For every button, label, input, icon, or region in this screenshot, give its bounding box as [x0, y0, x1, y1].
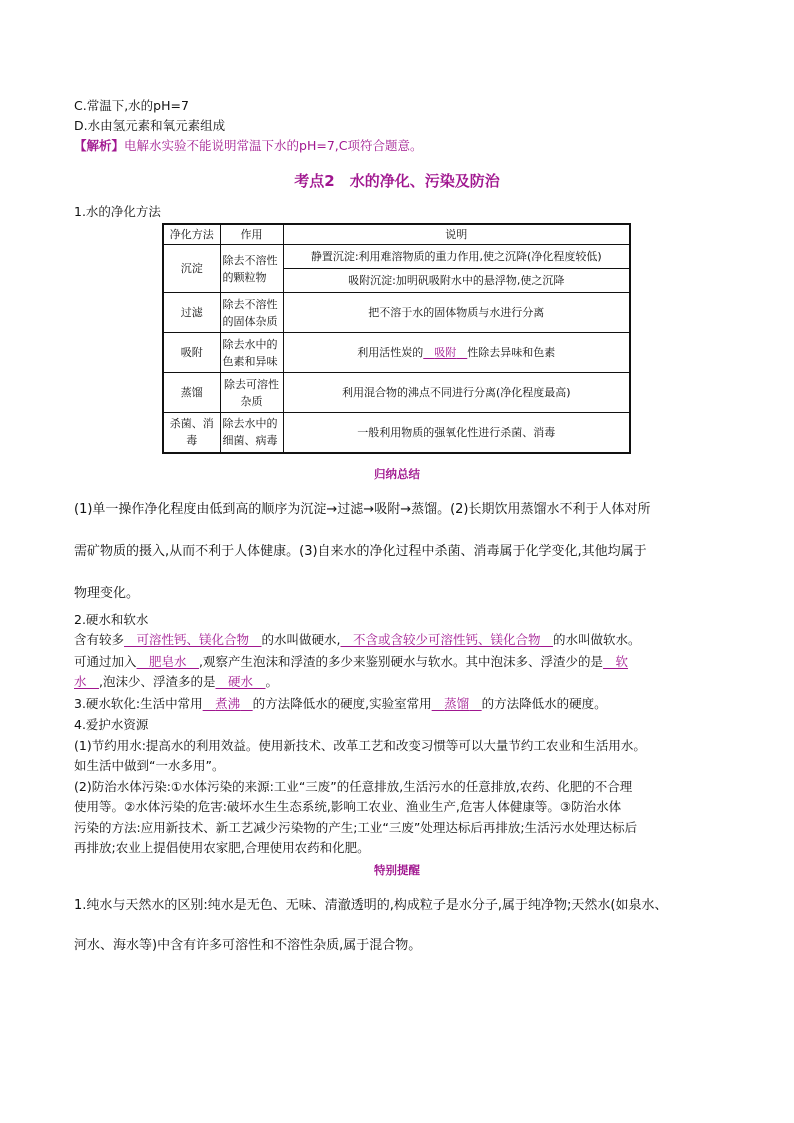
tip-heading: 特别提醒: [374, 863, 420, 877]
fill-blank-answer: 水: [74, 674, 87, 689]
table-header: 说明: [283, 224, 630, 245]
softening-line: [74, 695, 607, 713]
section-title: 考点2 水的净化、污染及防治: [294, 172, 500, 190]
note-text: 利用活性炭的: [357, 346, 424, 359]
text: 含有较多: [74, 632, 125, 647]
summary-heading: 归纳总结: [374, 467, 420, 481]
analysis-text: 电解水实验不能说明常温下水的pH=7,C项符合题意。: [124, 138, 423, 153]
fill-blank-answer: 煮沸: [215, 696, 241, 711]
text: ,观察产生泡沫和浮渣的多少来鉴别硬水与软水。其中泡沫多、浮渣少的是: [199, 654, 604, 669]
text: 可通过加入: [74, 654, 137, 669]
text: 的水叫做软水。: [553, 632, 641, 647]
analysis-line: [74, 137, 422, 155]
text: 的水叫做硬水,: [261, 632, 341, 647]
effect-cell: 除去可溶性杂质: [220, 373, 283, 413]
method-cell: 吸附: [163, 333, 220, 373]
protect-line: 再排放;农业上提倡使用农家肥,合理使用农药和化肥。: [74, 840, 370, 855]
fill-blank-answer: 蒸馏: [444, 696, 470, 711]
summary-line: (1)单一操作净化程度由低到高的顺序为沉淀→过滤→吸附→蒸馏。(2)长期饮用蒸馏水不利于人体对所: [74, 502, 651, 517]
note-cell: 把不溶于水的固体物质与水进行分离: [283, 293, 630, 333]
effect-cell: 除去水中的细菌、病毒: [220, 413, 283, 453]
method-cell: 蒸馏: [163, 373, 220, 413]
summary-line: 需矿物质的摄入,从而不利于人体健康。(3)自来水的净化过程中杀菌、消毒属于化学变化,其他均属于: [74, 544, 647, 559]
table-row: [163, 293, 630, 333]
fill-blank-answer: 硬水: [228, 674, 254, 689]
table-row: [163, 245, 630, 269]
table-row: [163, 333, 630, 373]
text: 3.硬水软化:生活中常用: [74, 696, 203, 711]
hard-soft-line: [74, 673, 278, 691]
note-cell: 吸附沉淀:加明矾吸附水中的悬浮物,使之沉降: [283, 269, 630, 293]
option-d: D.水由氢元素和氧元素组成: [74, 118, 226, 133]
purify-heading: 1.水的净化方法: [74, 204, 161, 219]
summary-line: 物理变化。: [74, 586, 140, 601]
note-cell: 一般利用物质的强氧化性进行杀菌、消毒: [283, 413, 630, 453]
effect-cell: 除去不溶性的固体杂质: [220, 293, 283, 333]
note-cell: [283, 333, 630, 373]
protect-line: 使用等。②水体污染的危害:破坏水生生态系统,影响工农业、渔业生产,危害人体健康等。③防治水体: [74, 799, 622, 814]
method-cell: 沉淀: [163, 245, 220, 293]
effect-cell: 除去水中的色素和异味: [220, 333, 283, 373]
hard-soft-line: [74, 653, 628, 671]
table-row: [163, 373, 630, 413]
protect-line: (1)节约用水:提高水的利用效益。使用新技术、改革工艺和改变习惯等可以大量节约工农业和生活用水。: [74, 738, 646, 753]
effect-cell: 除去不溶性的颗粒物: [220, 245, 283, 293]
table-header: 净化方法: [163, 224, 220, 245]
fill-blank-answer: 肥皂水: [149, 654, 187, 669]
tip-line: 河水、海水等)中含有许多可溶性和不溶性杂质,属于混合物。: [74, 938, 422, 953]
option-c: C.常温下,水的pH=7: [74, 98, 189, 113]
hard-soft-heading: 2.硬水和软水: [74, 612, 149, 627]
text: 的方法降低水的硬度,实验室常用: [252, 696, 432, 711]
analysis-tag: 【解析】: [74, 138, 125, 153]
fill-blank-answer: 可溶性钙、镁化合物: [136, 632, 250, 647]
note-text: 性除去异味和色素: [467, 346, 556, 359]
purification-table: [162, 223, 631, 454]
table-header-row: [163, 224, 630, 245]
note-cell: 利用混合物的沸点不同进行分离(净化程度最高): [283, 373, 630, 413]
protect-line: 污染的方法:应用新技术、新工艺减少污染物的产生;工业“三废”处理达标后再排放;生活污水处理达标后: [74, 820, 638, 835]
table-row: [163, 413, 630, 453]
method-cell: 过滤: [163, 293, 220, 333]
fill-blank-answer: 软: [615, 654, 629, 669]
protect-line: 如生活中做到“一水多用”。: [74, 758, 225, 773]
hard-soft-line: [74, 631, 641, 649]
fill-blank-answer: 不含或含较少可溶性钙、镁化合物: [353, 632, 541, 647]
note-cell: 静置沉淀:利用难溶物质的重力作用,使之沉降(净化程度较低): [283, 245, 630, 269]
fill-blank-answer: 吸附: [434, 346, 457, 359]
protect-line: (2)防治水体污染:①水体污染的来源:工业“三废”的任意排放,生活污水的任意排放,农药、化肥的不合理: [74, 779, 633, 794]
tip-line: 1.纯水与天然水的区别:纯水是无色、无味、清澈透明的,构成粒子是水分子,属于纯净物;天然水(如泉水、: [74, 898, 668, 913]
text: 。: [265, 674, 279, 689]
text: ,泡沫少、浮渣多的是: [99, 674, 216, 689]
text: 的方法降低水的硬度。: [481, 696, 607, 711]
method-cell: 杀菌、消毒: [163, 413, 220, 453]
protect-heading: 4.爱护水资源: [74, 717, 149, 732]
table-header: 作用: [220, 224, 283, 245]
